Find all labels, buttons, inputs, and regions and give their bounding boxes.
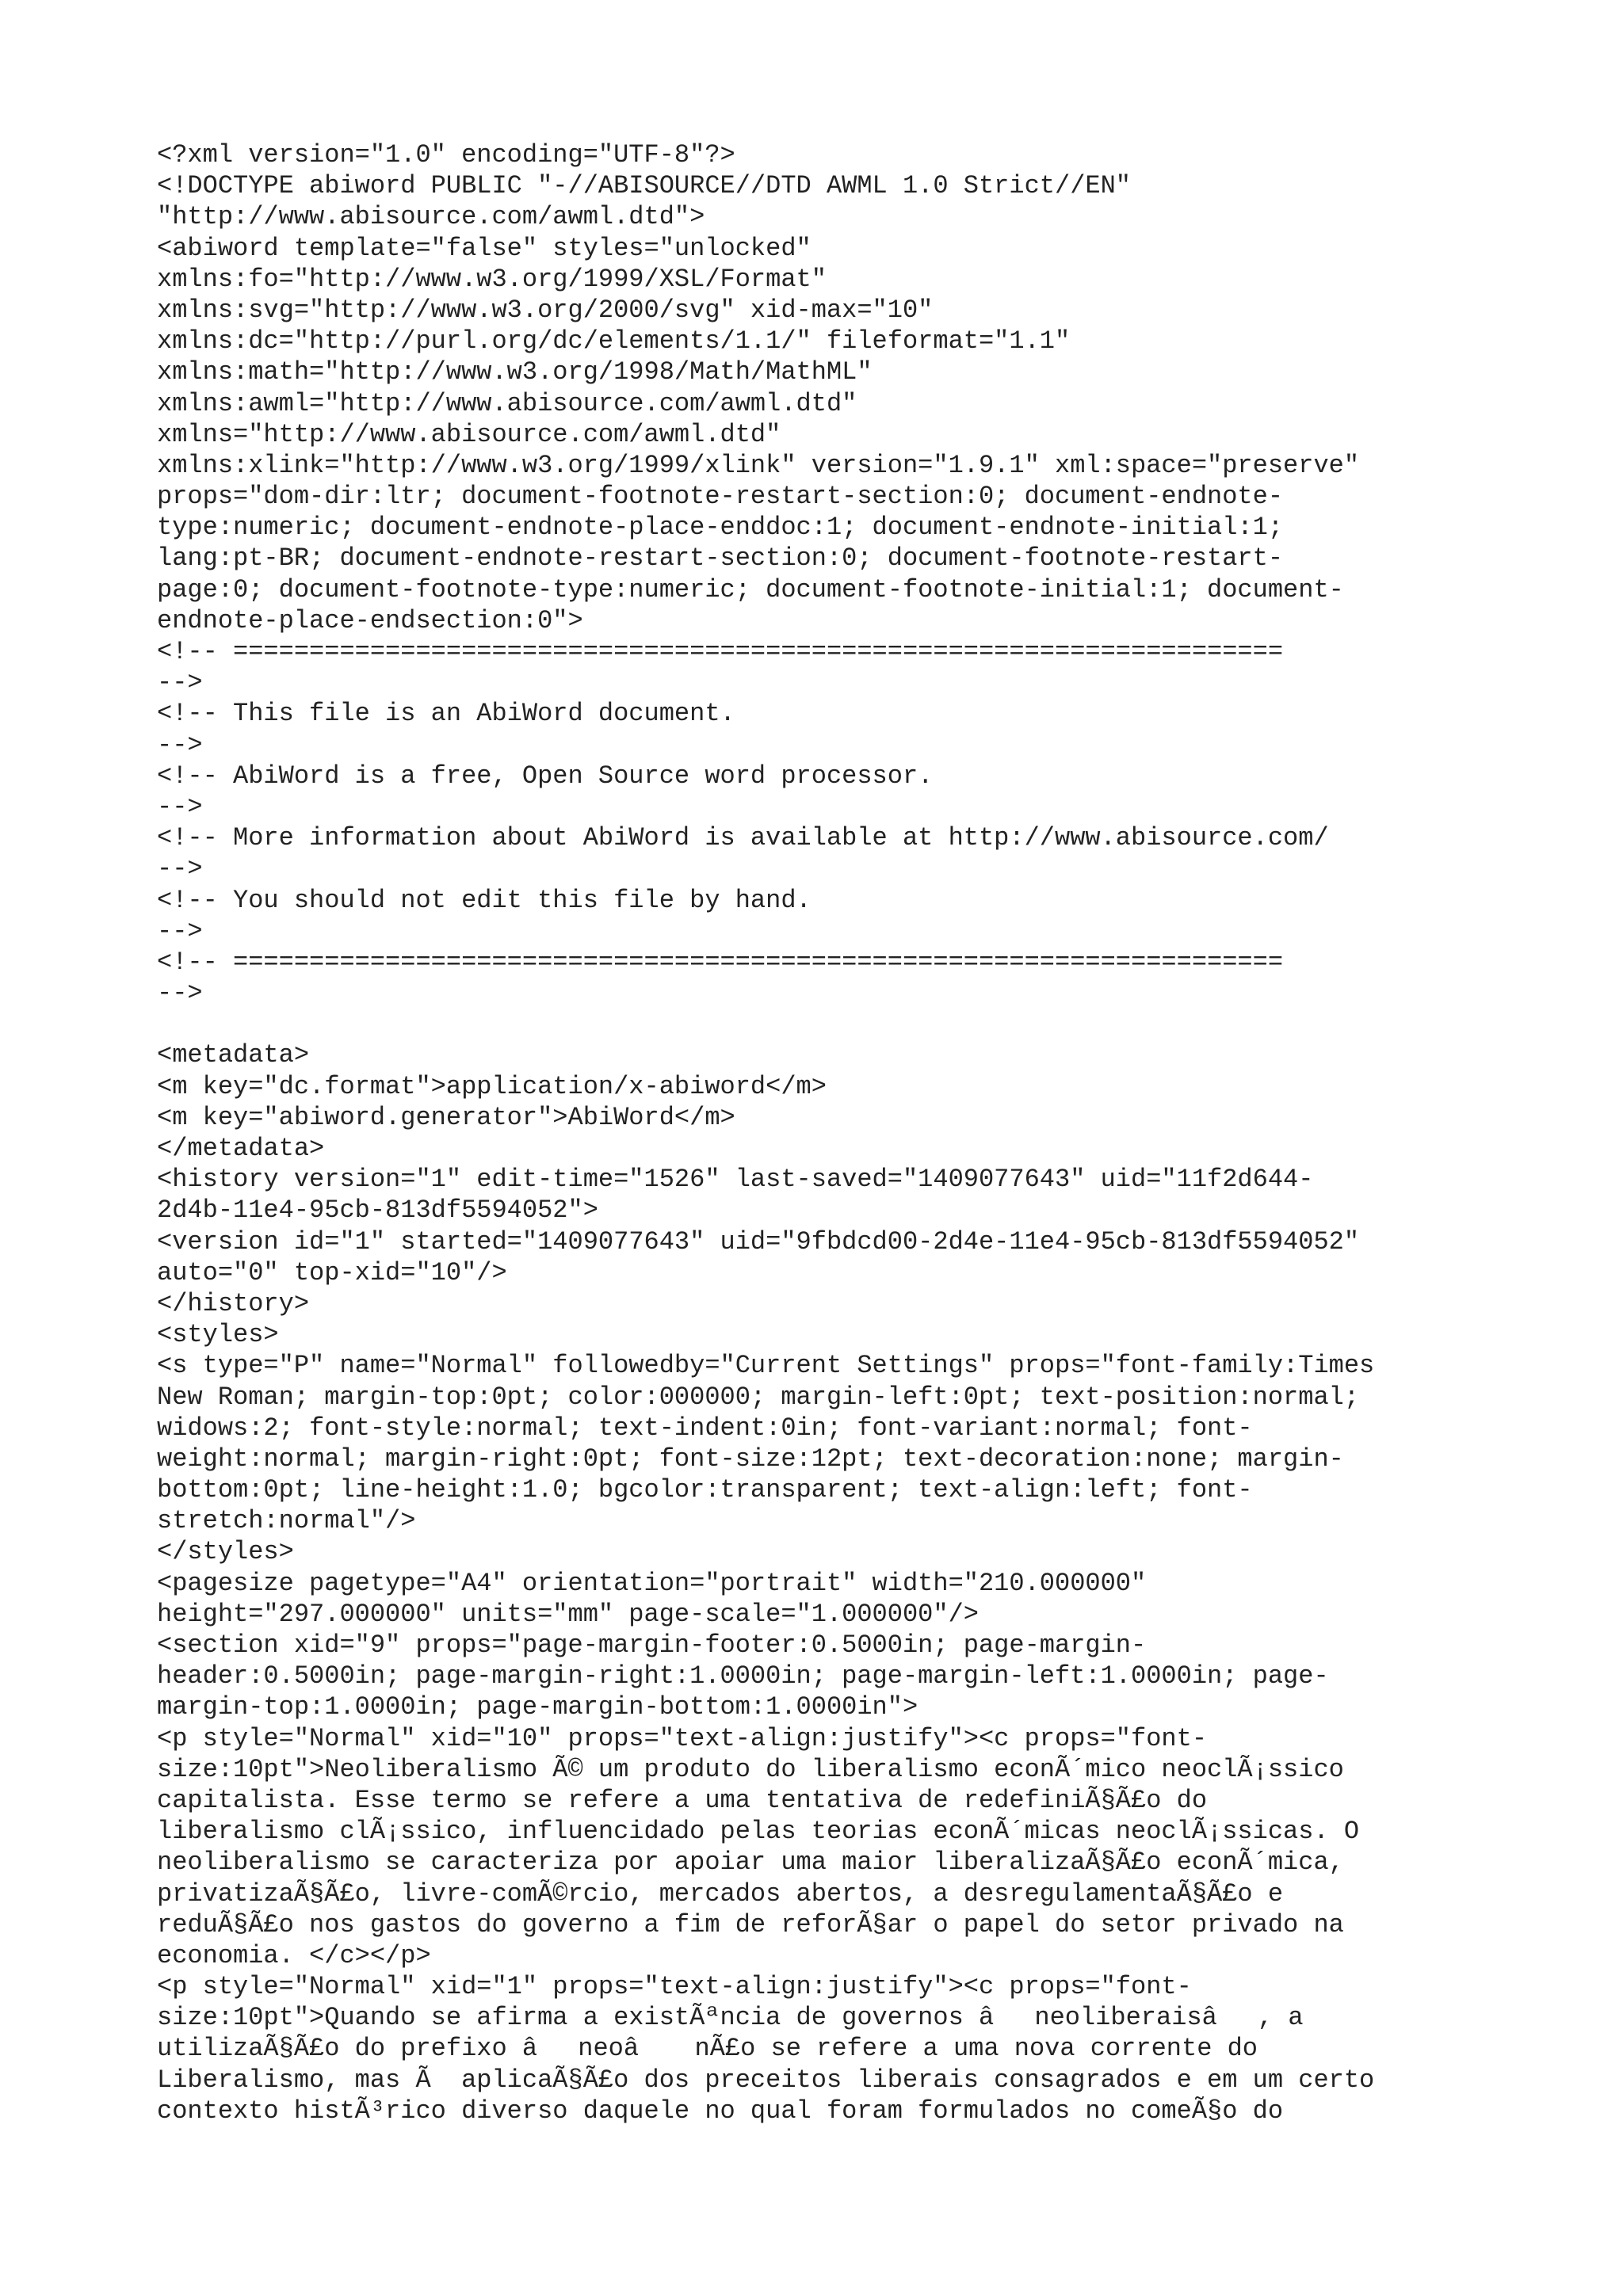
document-line: bottom:0pt; line-height:1.0; bgcolor:transparent; text-align:left; font- [157,1475,1253,1505]
document-line: margin-top:1.0000in; page-margin-bottom:1.0000in"> [157,1692,918,1722]
document-line: <section xid="9" props="page-margin-footer:0.5000in; page-margin- [157,1630,1147,1660]
document-line: --> [157,791,203,822]
document-line: <!-- ===================================================================== [157,637,1284,666]
document-line: contexto histÃ³rico diverso daquele no qual foram formulados no comeÃ§o do [157,2096,1284,2126]
document-line: privatizaÃ§Ã£o, livre-comÃ©rcio, mercados abertos, a desregulamentaÃ§Ã£o e [157,1878,1284,1909]
document-line: <!-- ===================================================================== [157,947,1284,977]
document-line: stretch:normal"/> [157,1506,416,1536]
document-line: </history> [157,1288,310,1318]
document-line: --> [157,916,203,946]
document-line: lang:pt-BR; document-endnote-restart-section:0; document-footnote-restart- [157,543,1284,574]
document-line: size:10pt">Quando se afirma a existÃªncia de governos âneoliberaisâ, a [157,2003,1304,2033]
document-line: type:numeric; document-endnote-place-enddoc:1; document-endnote-initial:1; [157,513,1284,543]
document-line: <pagesize pagetype="A4" orientation="portrait" width="210.000000" [157,1568,1147,1598]
document-line: <!-- More information about AbiWord is available at http://www.abisource.com/ [157,823,1329,853]
document-line: --> [157,854,203,884]
document-line: utilizaÃ§Ã£o do prefixo âneoâ nÃ£o se refere a uma nova corrente do [157,2034,1258,2064]
document-line: 2d4b-11e4-95cb-813df5594052"> [157,1196,598,1226]
document-line: endnote-place-endsection:0"> [157,605,583,635]
document-line: <!-- This file is an AbiWord document. [157,699,735,729]
document-line: props="dom-dir:ltr; document-footnote-restart-section:0; document-endnote- [157,482,1284,512]
document-line: xmlns:xlink="http://www.w3.org/1999/xlink" version="1.9.1" xml:space="preserve" [157,450,1360,480]
document-line: <m key="abiword.generator">AbiWord</m> [157,1102,735,1132]
document-line: "http://www.abisource.com/awml.dtd"> [157,202,705,232]
document-line: <version id="1" started="1409077643" uid="9fbdcd00-2d4e-11e4-95cb-813df5594052" [157,1226,1360,1257]
document-line: <abiword template="false" styles="unlocked" [157,233,812,263]
document-line: auto="0" top-xid="10"/> [157,1257,507,1287]
document-line [157,1009,1488,1039]
document-line: <!-- You should not edit this file by hand. [157,885,812,915]
document-line: <!DOCTYPE abiword PUBLIC "-//ABISOURCE//DTD AWML 1.0 Strict//EN" [157,171,1131,201]
document-line: xmlns:fo="http://www.w3.org/1999/XSL/Format" [157,264,827,294]
document-line: </metadata> [157,1134,325,1163]
document-line: </styles> [157,1537,294,1567]
document-line: --> [157,978,203,1009]
document-line: xmlns:dc="http://purl.org/dc/elements/1.1/" fileformat="1.1" [157,326,1071,357]
document-line: liberalismo clÃ¡ssico, influencidado pelas teorias econÃ´micas neoclÃ¡ssicas. O [157,1817,1360,1847]
document-line: <s type="P" name="Normal" followedby="Current Settings" props="font-family:Times [157,1351,1375,1381]
document-line: neoliberalismo se caracteriza por apoiar uma maior liberalizaÃ§Ã£o econÃ´mica, [157,1848,1344,1878]
document-line: capitalista. Esse termo se refere a uma tentativa de redefiniÃ§Ã£o do [157,1785,1208,1815]
document-line: <m key="dc.format">application/x-abiword</m> [157,1071,827,1101]
document-line: <!-- AbiWord is a free, Open Source word processor. [157,761,934,791]
document-line: xmlns:awml="http://www.abisource.com/awml.dtd" [157,388,857,418]
document-line: page:0; document-footnote-type:numeric; document-footnote-initial:1; document- [157,574,1344,605]
document-line: <?xml version="1.0" encoding="UTF-8"?> [157,140,735,170]
document-line: xmlns:math="http://www.w3.org/1998/Math/MathML" [157,357,873,387]
document-line: New Roman; margin-top:0pt; color:000000; margin-left:0pt; text-position:normal; [157,1382,1360,1412]
document-line: economia. </c></p> [157,1940,431,1970]
document-line: height="297.000000" units="mm" page-scale="1.000000"/> [157,1599,979,1629]
document-line: size:10pt">Neoliberalismo Ã© um produto do liberalismo econÃ´mico neoclÃ¡ssico [157,1754,1344,1784]
document-line: --> [157,668,203,698]
document-line: Liberalismo, mas Ã aplicaÃ§Ã£o dos preceitos liberais consagrados e em um certo [157,2065,1375,2095]
document-line: widows:2; font-style:normal; text-indent:0in; font-variant:normal; font- [157,1413,1253,1443]
document-line: weight:normal; margin-right:0pt; font-size:12pt; text-decoration:none; margin- [157,1444,1344,1474]
document-line: <history version="1" edit-time="1526" last-saved="1409077643" uid="11f2d644- [157,1165,1314,1195]
document-line: <p style="Normal" xid="10" props="text-align:justify"><c props="font- [157,1723,1208,1753]
document-line: xmlns="http://www.abisource.com/awml.dtd" [157,419,781,449]
document-line: header:0.5000in; page-margin-right:1.0000in; page-margin-left:1.0000in; page- [157,1661,1329,1691]
document-line: xmlns:svg="http://www.w3.org/2000/svg" xid-max="10" [157,295,934,325]
document-text [157,139,1488,2126]
document-line: <styles> [157,1320,279,1350]
document-line: <metadata> [157,1040,310,1070]
document-line: --> [157,730,203,760]
document-line: reduÃ§Ã£o nos gastos do governo a fim de reforÃ§ar o papel do setor privado na [157,1909,1344,1939]
document-line: <p style="Normal" xid="1" props="text-align:justify"><c props="font- [157,1972,1192,2002]
